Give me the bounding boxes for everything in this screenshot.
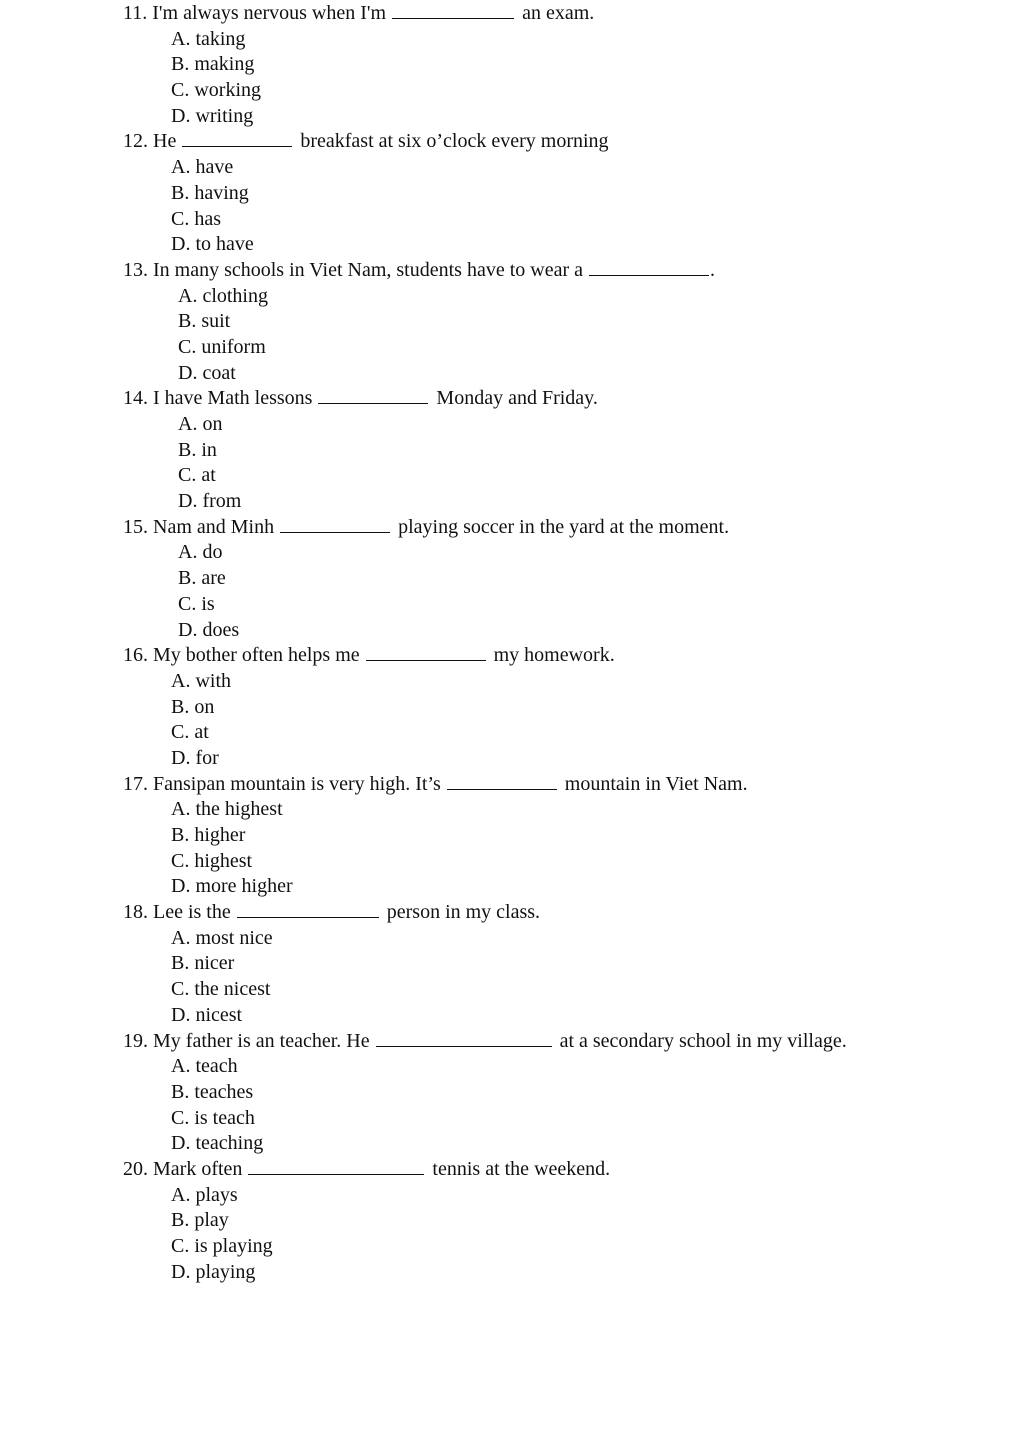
question-14	[123, 386, 1003, 514]
option-d[interactable]: D. nicest	[171, 1003, 243, 1026]
option-a[interactable]: A. do	[178, 541, 223, 564]
question-stem	[123, 129, 1003, 155]
question-text-before: 16. My bother often helps me	[123, 644, 360, 667]
option-b[interactable]: B. on	[171, 695, 215, 718]
question-stem	[123, 643, 1003, 669]
answer-blank[interactable]	[248, 1158, 424, 1175]
question-text-before: 12. He	[123, 130, 177, 153]
answer-blank[interactable]	[366, 644, 486, 661]
question-stem	[123, 1029, 1003, 1055]
question-text-before: 15. Nam and Minh	[123, 515, 275, 538]
option-c[interactable]: C. the nicest	[171, 978, 271, 1001]
question-17	[123, 772, 1003, 900]
option-a[interactable]: A. most nice	[171, 926, 273, 949]
option-a[interactable]: A. taking	[171, 27, 246, 50]
option-a[interactable]: A. have	[171, 156, 234, 179]
question-text-after: Monday and Friday.	[436, 387, 598, 410]
option-a[interactable]: A. the highest	[171, 798, 283, 821]
option-b[interactable]: B. making	[171, 53, 255, 76]
answer-blank[interactable]	[392, 2, 514, 19]
option-a[interactable]: A. plays	[171, 1183, 238, 1206]
option-d[interactable]: D. for	[171, 746, 219, 769]
question-text-before: 14. I have Math lessons	[123, 387, 313, 410]
answer-blank[interactable]	[318, 387, 428, 404]
question-stem	[123, 1157, 1003, 1183]
question-16	[123, 643, 1003, 771]
question-text-after: breakfast at six o’clock every morning	[300, 130, 609, 153]
question-18	[123, 900, 1003, 1028]
question-text-before: 18. Lee is the	[123, 901, 231, 924]
option-c[interactable]: C. working	[171, 79, 261, 102]
question-text-after: my homework.	[493, 644, 615, 667]
answer-blank[interactable]	[237, 901, 379, 918]
question-13	[123, 258, 1003, 386]
option-b[interactable]: B. having	[171, 181, 249, 204]
option-b[interactable]: B. in	[178, 438, 217, 461]
option-b[interactable]: B. play	[171, 1209, 229, 1232]
option-d[interactable]: D. playing	[171, 1260, 256, 1283]
option-c[interactable]: C. is teach	[171, 1106, 255, 1129]
option-c[interactable]: C. highest	[171, 849, 253, 872]
option-c[interactable]: C. is playing	[171, 1235, 273, 1257]
question-text-after: person in my class.	[386, 901, 541, 924]
option-b[interactable]: B. higher	[171, 824, 246, 846]
option-a[interactable]: A. on	[178, 413, 223, 435]
option-d[interactable]: D. writing	[171, 104, 254, 127]
option-d[interactable]: D. does	[178, 618, 240, 641]
option-d[interactable]: D. coat	[178, 361, 236, 384]
question-15	[123, 515, 1003, 643]
answer-blank[interactable]	[182, 130, 292, 147]
answer-blank[interactable]	[589, 259, 709, 276]
question-stem	[123, 258, 1003, 284]
question-stem	[123, 386, 1003, 412]
question-text-before: 17. Fansipan mountain is very high. It’s	[123, 772, 441, 795]
question-11	[123, 1, 1003, 129]
option-b[interactable]: B. are	[178, 567, 226, 590]
option-a[interactable]: A. with	[171, 669, 231, 692]
option-c[interactable]: C. is	[178, 592, 215, 615]
question-stem	[123, 772, 1003, 798]
question-19	[123, 1029, 1003, 1157]
question-text-after: tennis at the weekend.	[432, 1157, 611, 1180]
option-a[interactable]: A. clothing	[178, 284, 268, 307]
question-text-after: at a secondary school in my village.	[559, 1029, 847, 1052]
question-20	[123, 1157, 1003, 1285]
worksheet	[123, 1, 1003, 1285]
question-text-after: an exam.	[522, 2, 595, 24]
question-text-before: 20. Mark often	[123, 1157, 243, 1180]
question-text-after: .	[710, 258, 715, 281]
question-stem	[123, 900, 1003, 926]
question-12	[123, 129, 1003, 257]
question-stem	[123, 1, 1003, 27]
option-c[interactable]: C. uniform	[178, 335, 266, 358]
answer-blank[interactable]	[280, 516, 390, 533]
question-text-after: playing soccer in the yard at the moment.	[398, 515, 730, 538]
question-text-before: 19. My father is an teacher. He	[123, 1029, 370, 1052]
option-a[interactable]: A. teach	[171, 1055, 238, 1078]
option-b[interactable]: B. suit	[178, 310, 231, 333]
option-b[interactable]: B. nicer	[171, 952, 235, 975]
option-c[interactable]: C. at	[171, 721, 209, 744]
option-d[interactable]: D. more higher	[171, 875, 293, 898]
option-c[interactable]: C. at	[178, 464, 216, 487]
option-b[interactable]: B. teaches	[171, 1080, 254, 1103]
question-text-before: 13. In many schools in Viet Nam, students have to wear a	[123, 258, 583, 281]
option-d[interactable]: D. to have	[171, 233, 254, 256]
question-stem	[123, 515, 1003, 541]
option-d[interactable]: D. from	[178, 490, 242, 513]
answer-blank[interactable]	[447, 773, 557, 790]
option-c[interactable]: C. has	[171, 207, 221, 230]
option-d[interactable]: D. teaching	[171, 1132, 264, 1155]
question-text-before: 11. I'm always nervous when I'm	[123, 2, 387, 24]
question-text-after: mountain in Viet Nam.	[564, 772, 748, 795]
answer-blank[interactable]	[376, 1030, 552, 1047]
